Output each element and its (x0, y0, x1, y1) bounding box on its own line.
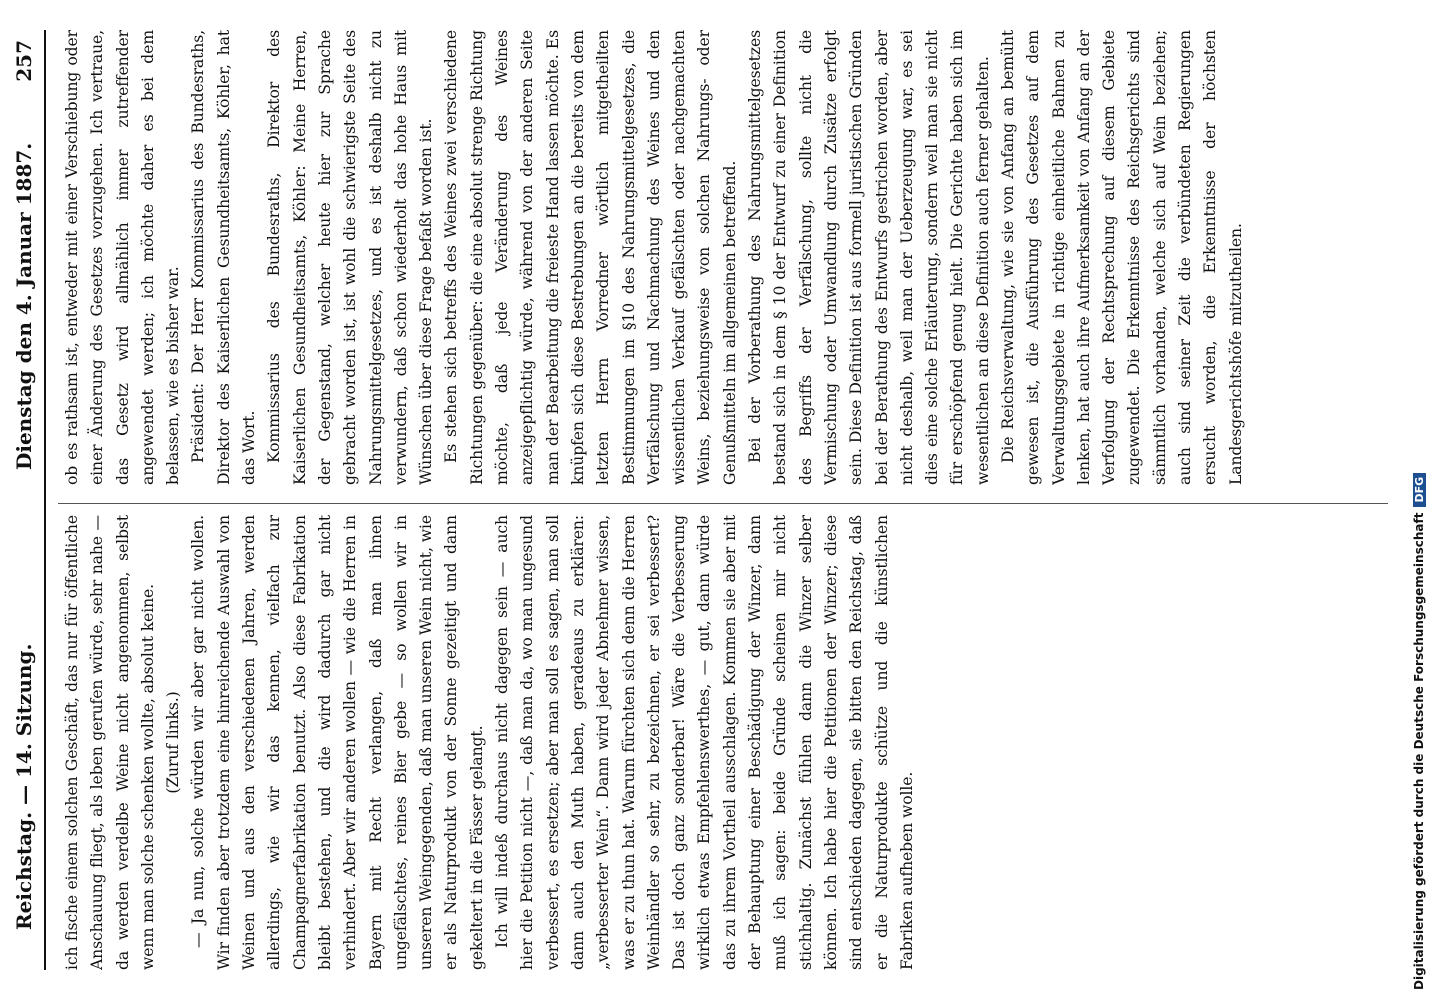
page-header (10, 30, 46, 970)
speaker-paragraph: Präsident: Der Herr Kommissarius des Bundesraths, Direktor des Kaiserlichen Gesundheitsamts, Köhler, hat das Wort. (189, 30, 259, 485)
credit-text: Digitalisierung gefördert durch die Deutsche Forschungsgemeinschaft (1412, 512, 1426, 990)
paragraph: Kommissarius des Bundesraths, Direktor des Kaiserlichen Gesundheitsamts, Köhler: Meine Herren, der Gegenstand, welcher heute hier zur Sprache gebracht worden ist, ist wohl die schwierigste Seite des Nahrungsmittelgesetzes, und es ist deshalb nicht zu verwundern, daß schon wiederholt das hohe Haus mit Wünschen über diese Frage befaßt worden ist. (265, 30, 436, 485)
paragraph: Ich will indeß durchaus nicht dagegen sein — auch hier die Petition nicht —, daß man da, wo man ungesund verbessert, es ersetzen; aber man soll es sagen, man soll dann auch den Muth haben, geradeaus zu erklären: „verbesserter Wein“. Dann wird jeder Abnehmer wissen, was er zu thun hat. Warum fürchten sich denn die Herren Weinhändler so sehr, zu bezeichnen, er sei verbessert? Das ist doch ganz sonderbar! Wäre die Verbesserung wirklich etwas Empfehlenswerthes, — gut, dann würde das zu ihrem Vortheil ausschlagen. Kommen sie aber mit der Behauptung einer Beschädigung der Winzer, dann muß ich sagen: beide Gründe scheinen mir nicht stichhaltig. Zunächst fühlen dann die Winzer selber können. Ich habe hier die Petitionen der Winzer; diese sind entschieden dagegen, sie bitten den Reichstag, daß er die Naturprodukte schütze und die künstlichen Fabriken aufheben wolle. (493, 515, 916, 970)
interjection: (Zuruf links.) (164, 691, 183, 794)
dfg-logo: DFG (1413, 473, 1426, 507)
left-column (60, 515, 1390, 970)
paragraph: Bei der Vorberathung des Nahrungsmittelgesetzes bestand sich in dem § 10 der Entwurf zu einer Definition des Begriffs der Verfälschung, sollte nicht die Vermischung oder Umwandlung durch Zusätze erfolgt sein. Diese Definition ist aus formell juristischen Gründen bei der Berathung des Entwurfs gestrichen worden, aber nicht deshalb, weil man der Ueberzeugung war, es sei dies eine solche Erläuterung, sondern weil man sie nicht für erschöpfend genug hielt. Die Gerichte haben sich im wesentlichen an diese Definition auch ferner gehalten. (746, 30, 992, 485)
page-number: 257 (12, 40, 36, 82)
header-left: Reichstag. — 14. Sitzung. (12, 643, 36, 930)
header-right: Dienstag den 4. Januar 1887. (12, 142, 36, 470)
paragraph: Die Reichsverwaltung, wie sie von Anfang an bemüht gewesen ist, die Ausführung des Gesetzes auf dem Verwaltungsgebiete in richtige einheitliche Bahnen zu lenken, hat auch ihre Aufmerksamkeit von Anfang an der Verfolgung der Rechtsprechung auf diesem Gebiete zugewendet. Die Erkenntnisse des Reichsgerichts sind sämmtlich vorhanden, welche sich auf Wein beziehen; auch sind seiner Zeit die verbündeten Regierungen ersucht worden, die Erkenntnisse der höchsten Landesgerichtshöfe mitzutheilen. (998, 30, 1245, 485)
paragraph: ob es rathsam ist, entweder mit einer Verschiebung oder einer Änderung des Gesetzes vorzugehen. Ich vertraue, das Gesetz wird allmählich immer zutreffender angewendet werden; ich möchte daher es bei dem belassen, wie es bisher war. (63, 30, 183, 485)
column-divider (58, 503, 1388, 504)
paragraph: ich fische einem solchen Geschäft, das nur für öffentliche Anschauung fliegt, als leben gerufen würde, sehr nahe — da werden verdelbe Weine nicht angenommen, selbst wenn man solche schenken wollte, absolut keine. (63, 515, 157, 970)
paragraph: Es stehen sich betreffs des Weines zwei verschiedene Richtungen gegenüber: die eine absolut strenge Richtung möchte, daß jede Veränderung des Weines anzeigepflichtig würde, während von der anderen Seite man der Bearbeitung die freieste Hand lassen möchte. Es knüpfen sich diese Bestrebungen an die bereits von dem letzten Herrn Vorredner wörtlich mitgetheilten Bestimmungen im §10 des Nahrungsmittelgesetzes, die Verfälschung und Nachmachung des Weines und den wissentlichen Verkauf gefälschten oder nachgemachten Weins, beziehungsweise von solchen Nahrungs- oder Genußmitteln im allgemeinen betreffend. (442, 30, 739, 485)
right-column (60, 30, 1390, 485)
paragraph: — Ja nun, solche würden wir aber gar nicht wollen. Wir finden aber trotzdem eine hinreichende Auswahl von Weinen und aus den verschiedenen Jahren, werden allerdings, wie wir das kennen, vielfach zur Champagnerfabrikation benutzt. Also diese Fabrikation bleibt bestehen, und die wird dadurch gar nicht verhindert. Aber wir anderen wollen — wie die Herren in Bayern mit Recht verlangen, daß man ihnen ungefälschtes, reines Bier gebe — so wollen wir in unseren Weingegenden, daß man unseren Wein nicht, wie er als Naturprodukt von der Sonne gezeitigt und dann gekeltert in die Fässer gelangt. (189, 515, 486, 970)
digitization-credit (1412, 90, 1432, 990)
